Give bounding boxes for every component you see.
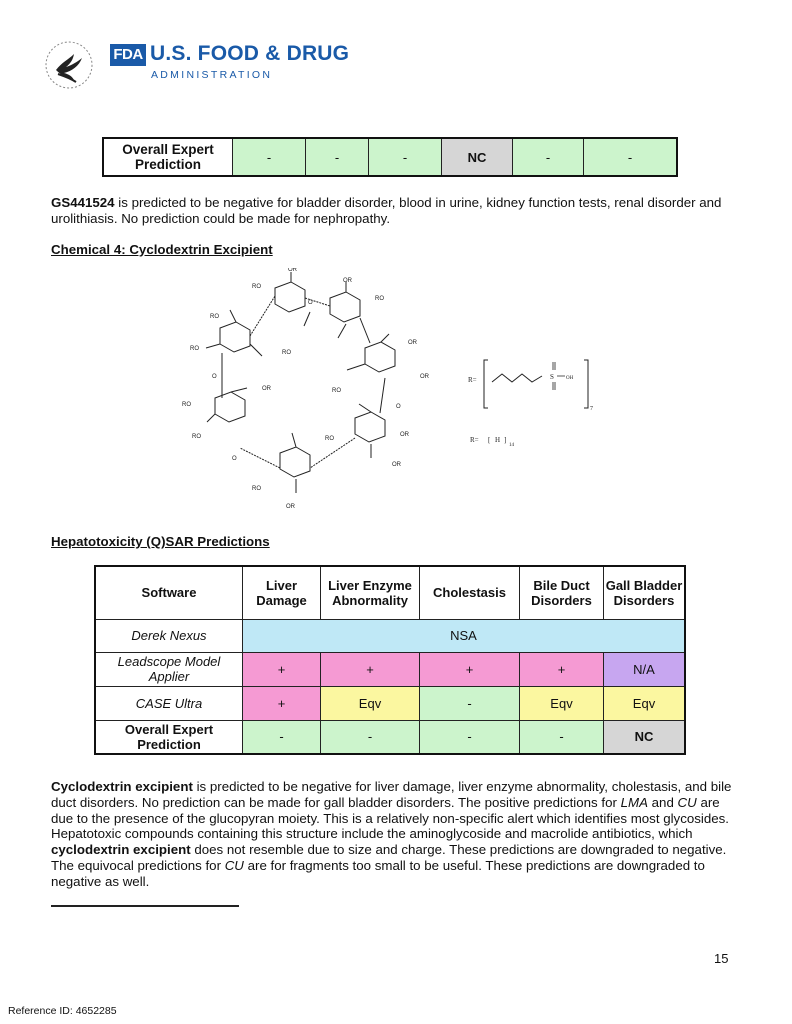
prediction-cell: Eqv	[604, 686, 686, 720]
table-header-row	[95, 566, 685, 619]
cyclodextrin-structure-diagram	[170, 268, 450, 518]
hhs-eagle-icon	[44, 40, 94, 90]
r-group-definition-diagram	[462, 352, 612, 452]
oxygen-label: O	[232, 456, 237, 462]
prediction-cell: Eqv	[321, 686, 420, 720]
substituent-label: OR	[343, 278, 352, 284]
substituent-label: RO	[282, 350, 291, 356]
chemical-4-heading: Chemical 4: Cyclodextrin Excipient	[51, 242, 273, 257]
column-header: Software	[95, 566, 243, 619]
prediction-cell: -	[513, 138, 584, 176]
software-name: CASE Ultra	[95, 686, 243, 720]
hepatotoxicity-table	[94, 565, 686, 755]
column-header: Gall Bladder Disorders	[604, 566, 686, 619]
paragraph-text: and	[647, 794, 678, 810]
prediction-cell: NSA	[243, 619, 686, 652]
svg-text:]: ]	[504, 436, 507, 444]
compound-name: Cyclodextrin excipient	[51, 779, 193, 794]
substituent-label: OR	[420, 374, 429, 380]
table-row	[95, 720, 685, 754]
prediction-cell: -	[520, 720, 604, 754]
prediction-cell: +	[520, 652, 604, 686]
oxygen-label: O	[396, 404, 401, 410]
svg-text:S: S	[550, 373, 554, 381]
paragraph-text: does not resemble due to size and charge. These predictions are downgraded to negative. The equivocal predictions for	[51, 842, 727, 873]
hydroxyl-label: OH	[566, 376, 574, 381]
substituent-label: RO	[325, 436, 334, 442]
prediction-cell: -	[233, 138, 306, 176]
prediction-cell: -	[584, 138, 678, 176]
top-prediction-table	[102, 137, 678, 177]
prediction-cell: -	[420, 720, 520, 754]
table-row	[95, 652, 685, 686]
cyclodextrin-summary-paragraph	[51, 779, 741, 890]
hydrogen-label: H	[495, 436, 501, 444]
agency-name: U.S. FOOD & DRUG	[150, 42, 350, 65]
subscript-label: 14	[509, 443, 514, 448]
software-abbrev: CU	[224, 857, 244, 873]
substituent-label: RO	[252, 284, 261, 290]
svg-text:[: [	[488, 436, 491, 444]
footnote-divider	[51, 905, 239, 907]
substituent-label: RO	[375, 296, 384, 302]
table-row	[95, 619, 685, 652]
substituent-label: RO	[190, 346, 199, 352]
paragraph-text: are for fragments too small to be useful. These predictions are downgraded to negative as well.	[51, 857, 705, 889]
prediction-cell: +	[321, 652, 420, 686]
r-definition-label: R=	[468, 376, 477, 384]
reference-id: Reference ID: 4652285	[8, 1005, 117, 1017]
prediction-cell: -	[306, 138, 369, 176]
fda-logo-mark: FDA	[110, 44, 146, 66]
prediction-cell: +	[243, 686, 321, 720]
substituent-label: OR	[408, 340, 417, 346]
column-header: Bile Duct Disorders	[520, 566, 604, 619]
substituent-label: OR	[392, 462, 401, 468]
prediction-cell: +	[420, 652, 520, 686]
prediction-cell: -	[243, 720, 321, 754]
substituent-label: OR	[288, 268, 297, 273]
column-header: Liver Damage	[243, 566, 321, 619]
prediction-cell: -	[321, 720, 420, 754]
r-definition-label: R=	[470, 436, 479, 444]
paragraph-text: are due to the presence of the glucopyran moiety. This is a relatively non-specific alert which identifies most glycosides. Hepatotoxic compounds containing this structure include the aminoglycoside and macrolide antibiotics, which	[51, 794, 729, 842]
table-row	[95, 686, 685, 720]
compound-name: cyclodextrin excipient	[51, 842, 191, 858]
column-header: Cholestasis	[420, 566, 520, 619]
prediction-cell: NC	[604, 720, 686, 754]
column-header: Liver Enzyme Abnormality	[321, 566, 420, 619]
prediction-cell: N/A	[604, 652, 686, 686]
substituent-label: RO	[192, 434, 201, 440]
oxygen-label: O	[308, 300, 313, 306]
substituent-label: RO	[332, 388, 341, 394]
substituent-label: OR	[286, 504, 295, 510]
prediction-cell: NC	[442, 138, 513, 176]
table-row	[103, 138, 677, 176]
substituent-label: OR	[262, 386, 271, 392]
substituent-label: OR	[400, 432, 409, 438]
page-number: 15	[714, 951, 729, 966]
software-name: Derek Nexus	[95, 619, 243, 652]
substituent-label: RO	[182, 402, 191, 408]
prediction-cell: -	[420, 686, 520, 720]
paragraph-text: is predicted to be negative for liver damage, liver enzyme abnormality, cholestasis, and bile duct disorders. No prediction can be made for gall bladder disorders. The positive predictions for	[51, 779, 732, 810]
subscript-label: 7	[590, 406, 593, 412]
substituent-label: RO	[210, 314, 219, 320]
paragraph-text: is predicted to be negative for bladder disorder, blood in urine, kidney function tests, renal disorder and urolithiasis. No prediction could be made for nephropathy.	[51, 195, 722, 226]
prediction-cell: -	[369, 138, 442, 176]
software-name: Leadscope Model Applier	[95, 652, 243, 686]
substituent-label: RO	[252, 486, 261, 492]
gs441524-summary-paragraph	[51, 195, 741, 227]
compound-name: GS441524	[51, 195, 115, 210]
agency-subtitle: ADMINISTRATION	[151, 69, 273, 81]
software-abbrev: CU	[677, 794, 697, 810]
hepatotoxicity-heading: Hepatotoxicity (Q)SAR Predictions	[51, 534, 270, 549]
software-abbrev: LMA	[620, 794, 648, 810]
prediction-cell: Eqv	[520, 686, 604, 720]
overall-expert-prediction-label: Overall Expert Prediction	[103, 138, 233, 176]
oxygen-label: O	[212, 374, 217, 380]
overall-expert-prediction-label: Overall Expert Prediction	[95, 720, 243, 754]
prediction-cell: +	[243, 652, 321, 686]
